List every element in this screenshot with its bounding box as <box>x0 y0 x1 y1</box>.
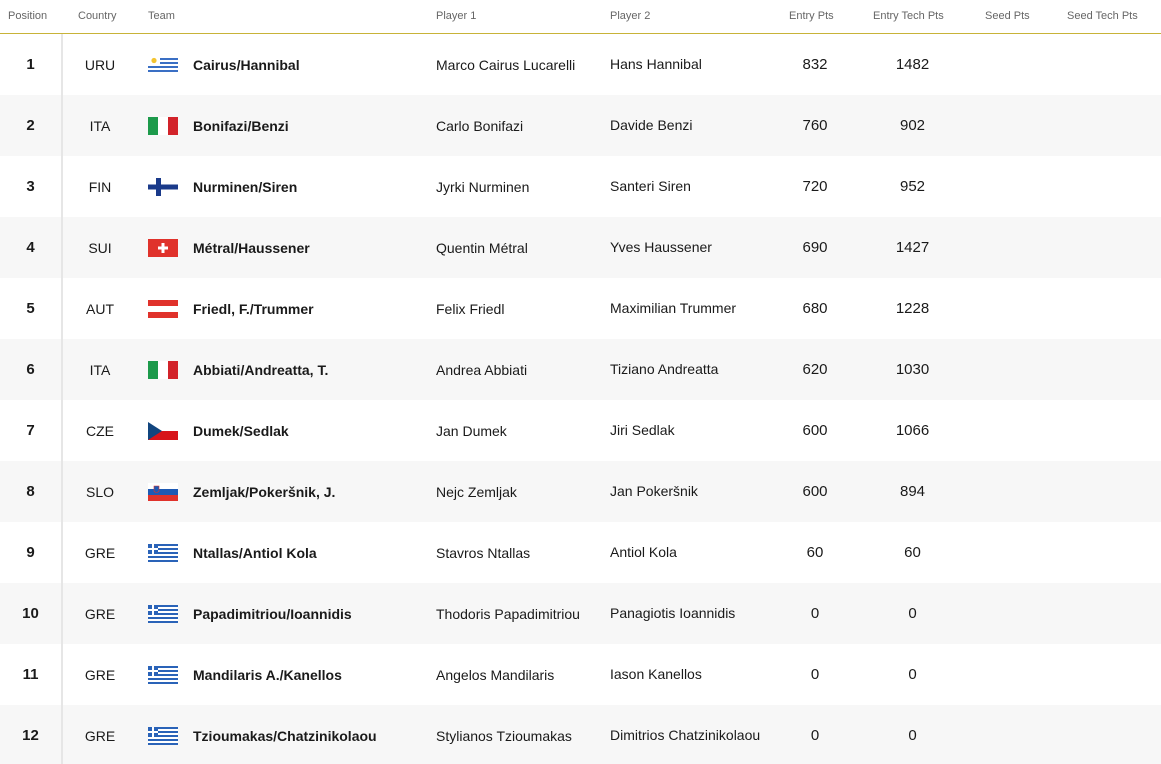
player2-cell: Antiol Kola <box>610 544 677 560</box>
table-row[interactable] <box>0 705 1161 764</box>
table-row[interactable] <box>0 400 1161 461</box>
player2-cell: Jan Pokeršnik <box>610 483 698 499</box>
team-cell: Dumek/Sedlak <box>193 422 289 439</box>
seed-tech-pts-cell <box>1060 156 1150 217</box>
position-cell: 6 <box>0 339 62 400</box>
team-cell: Zemljak/Pokeršnik, J. <box>193 483 336 500</box>
flag-cell <box>148 644 178 705</box>
italy-flag-icon <box>148 361 178 379</box>
entry-pts-cell: 720 <box>802 178 828 195</box>
team-cell: Friedl, F./Trummer <box>193 300 314 317</box>
table-row[interactable] <box>0 339 1161 400</box>
country-cell: GRE <box>84 605 116 622</box>
header-entry-pts[interactable]: Entry Pts <box>789 10 834 22</box>
table-row[interactable] <box>0 95 1161 156</box>
player1-cell: Carlo Bonifazi <box>436 117 524 134</box>
seed-pts-cell <box>980 522 1040 583</box>
flag-cell <box>148 95 178 156</box>
position-cell: 3 <box>0 156 62 217</box>
flag-cell <box>148 461 178 522</box>
greece-flag-icon <box>148 666 178 684</box>
player2-cell: Maximilian Trummer <box>610 300 737 316</box>
entry-pts-cell: 0 <box>810 727 820 744</box>
seed-pts-cell <box>980 34 1040 95</box>
entry-pts-cell: 0 <box>810 605 820 622</box>
seed-tech-pts-cell <box>1060 339 1150 400</box>
seed-tech-pts-cell <box>1060 95 1150 156</box>
player1-cell: Jan Dumek <box>436 422 507 439</box>
slovenia-flag-icon <box>148 483 178 501</box>
flag-cell <box>148 34 178 95</box>
player2-cell: Jiri Sedlak <box>610 422 675 438</box>
header-entry-tech-pts[interactable]: Entry Tech Pts <box>873 10 944 22</box>
team-cell: Mandilaris A./Kanellos <box>193 666 342 683</box>
player2-cell: Santeri Siren <box>610 178 691 194</box>
player2-cell: Panagiotis Ioannidis <box>610 605 736 621</box>
header-country[interactable]: Country <box>78 10 117 22</box>
player2-cell: Dimitrios Chatzinikolaou <box>610 727 761 743</box>
position-cell: 12 <box>0 705 62 764</box>
seed-pts-cell <box>980 217 1040 278</box>
player2-cell: Davide Benzi <box>610 117 693 133</box>
country-cell: SUI <box>88 239 112 256</box>
seed-tech-pts-cell <box>1060 278 1150 339</box>
seed-tech-pts-cell <box>1060 644 1150 705</box>
flag-cell <box>148 156 178 217</box>
seed-tech-pts-cell <box>1060 34 1150 95</box>
position-cell: 9 <box>0 522 62 583</box>
player1-cell: Marco Cairus Lucarelli <box>436 56 576 73</box>
entry-pts-cell: 0 <box>810 666 820 683</box>
position-cell: 5 <box>0 278 62 339</box>
seed-tech-pts-cell <box>1060 583 1150 644</box>
header-position[interactable]: Position <box>8 10 48 22</box>
table-row[interactable] <box>0 583 1161 644</box>
greece-flag-icon <box>148 544 178 562</box>
entry-pts-cell: 832 <box>802 56 828 73</box>
country-cell: URU <box>84 56 116 73</box>
entry-pts-cell: 600 <box>802 422 828 439</box>
entry-tech-pts-cell: 1427 <box>895 239 930 256</box>
country-cell: FIN <box>88 178 112 195</box>
position-cell: 10 <box>0 583 62 644</box>
seed-tech-pts-cell <box>1060 217 1150 278</box>
flag-cell <box>148 705 178 764</box>
seed-tech-pts-cell <box>1060 400 1150 461</box>
header-player2[interactable]: Player 2 <box>610 10 651 22</box>
country-cell: AUT <box>86 300 114 317</box>
position-cell: 11 <box>0 644 62 705</box>
team-cell: Nurminen/Siren <box>193 178 298 195</box>
seed-pts-cell <box>980 339 1040 400</box>
player2-cell: Yves Haussener <box>610 239 712 255</box>
player1-cell: Felix Friedl <box>436 300 505 317</box>
seed-pts-cell <box>980 705 1040 764</box>
entry-pts-cell: 760 <box>802 117 828 134</box>
entry-pts-cell: 690 <box>802 239 828 256</box>
team-cell: Ntallas/Antiol Kola <box>193 544 317 561</box>
entry-pts-cell: 620 <box>802 361 828 378</box>
table-body <box>0 34 1161 764</box>
table-row[interactable] <box>0 156 1161 217</box>
uruguay-flag-icon <box>148 56 178 74</box>
player1-cell: Andrea Abbiati <box>436 361 528 378</box>
country-cell: CZE <box>86 422 114 439</box>
player1-cell: Stavros Ntallas <box>436 544 531 561</box>
position-cell: 4 <box>0 217 62 278</box>
seed-pts-cell <box>980 95 1040 156</box>
header-team[interactable]: Team <box>148 10 175 22</box>
entry-pts-cell: 60 <box>806 544 824 561</box>
seed-tech-pts-cell <box>1060 705 1150 764</box>
seed-tech-pts-cell <box>1060 461 1150 522</box>
team-cell: Tzioumakas/Chatzinikolaou <box>193 727 377 744</box>
header-seed-tech-pts[interactable]: Seed Tech Pts <box>1067 10 1138 22</box>
player1-cell: Stylianos Tzioumakas <box>436 727 572 744</box>
flag-cell <box>148 400 178 461</box>
country-cell: ITA <box>89 117 111 134</box>
seed-tech-pts-cell <box>1060 522 1150 583</box>
player1-cell: Quentin Métral <box>436 239 528 256</box>
position-cell: 7 <box>0 400 62 461</box>
table-row[interactable] <box>0 522 1161 583</box>
flag-cell <box>148 583 178 644</box>
entry-tech-pts-cell: 902 <box>899 117 926 134</box>
column-divider <box>62 34 63 764</box>
player2-cell: Tiziano Andreatta <box>610 361 719 377</box>
switzerland-flag-icon <box>148 239 178 257</box>
greece-flag-icon <box>148 605 178 623</box>
table-row[interactable] <box>0 34 1161 95</box>
seed-pts-cell <box>980 278 1040 339</box>
seed-pts-cell <box>980 400 1040 461</box>
flag-cell <box>148 217 178 278</box>
flag-cell <box>148 339 178 400</box>
entry-tech-pts-cell: 894 <box>899 483 926 500</box>
austria-flag-icon <box>148 300 178 318</box>
entry-tech-pts-cell: 1228 <box>895 300 930 317</box>
entry-tech-pts-cell: 1066 <box>895 422 930 439</box>
seed-pts-cell <box>980 583 1040 644</box>
entry-tech-pts-cell: 0 <box>908 666 917 683</box>
entry-pts-cell: 600 <box>802 483 828 500</box>
position-cell: 2 <box>0 95 62 156</box>
player1-cell: Nejc Zemljak <box>436 483 517 500</box>
entry-tech-pts-cell: 0 <box>908 727 917 744</box>
country-cell: SLO <box>85 483 114 500</box>
seed-pts-cell <box>980 156 1040 217</box>
team-cell: Métral/Haussener <box>193 239 310 256</box>
table-row[interactable] <box>0 217 1161 278</box>
team-cell: Papadimitriou/Ioannidis <box>193 605 352 622</box>
flag-cell <box>148 278 178 339</box>
seed-pts-cell <box>980 461 1040 522</box>
header-player1[interactable]: Player 1 <box>436 10 477 22</box>
italy-flag-icon <box>148 117 178 135</box>
entry-tech-pts-cell: 1030 <box>895 361 930 378</box>
country-cell: GRE <box>84 544 116 561</box>
table-header <box>0 0 1161 34</box>
team-cell: Abbiati/Andreatta, T. <box>193 361 329 378</box>
position-cell: 1 <box>0 34 62 95</box>
country-cell: GRE <box>84 727 116 744</box>
table-row[interactable] <box>0 644 1161 705</box>
country-cell: ITA <box>89 361 111 378</box>
table-row[interactable] <box>0 278 1161 339</box>
team-cell: Bonifazi/Benzi <box>193 117 289 134</box>
player2-cell: Hans Hannibal <box>610 56 702 72</box>
header-seed-pts[interactable]: Seed Pts <box>985 10 1030 22</box>
table-row[interactable] <box>0 461 1161 522</box>
entry-tech-pts-cell: 0 <box>908 605 917 622</box>
greece-flag-icon <box>148 727 178 745</box>
czech-flag-icon <box>148 422 178 440</box>
player1-cell: Angelos Mandilaris <box>436 666 555 683</box>
entry-tech-pts-cell: 60 <box>904 544 921 561</box>
entry-pts-cell: 680 <box>802 300 828 317</box>
entry-tech-pts-cell: 952 <box>899 178 926 195</box>
position-cell: 8 <box>0 461 62 522</box>
player2-cell: Iason Kanellos <box>610 666 702 682</box>
team-cell: Cairus/Hannibal <box>193 56 300 73</box>
finland-flag-icon <box>148 178 178 196</box>
entry-tech-pts-cell: 1482 <box>895 56 930 73</box>
player1-cell: Thodoris Papadimitriou <box>436 605 580 622</box>
player1-cell: Jyrki Nurminen <box>436 178 530 195</box>
seed-pts-cell <box>980 644 1040 705</box>
flag-cell <box>148 522 178 583</box>
country-cell: GRE <box>84 666 116 683</box>
